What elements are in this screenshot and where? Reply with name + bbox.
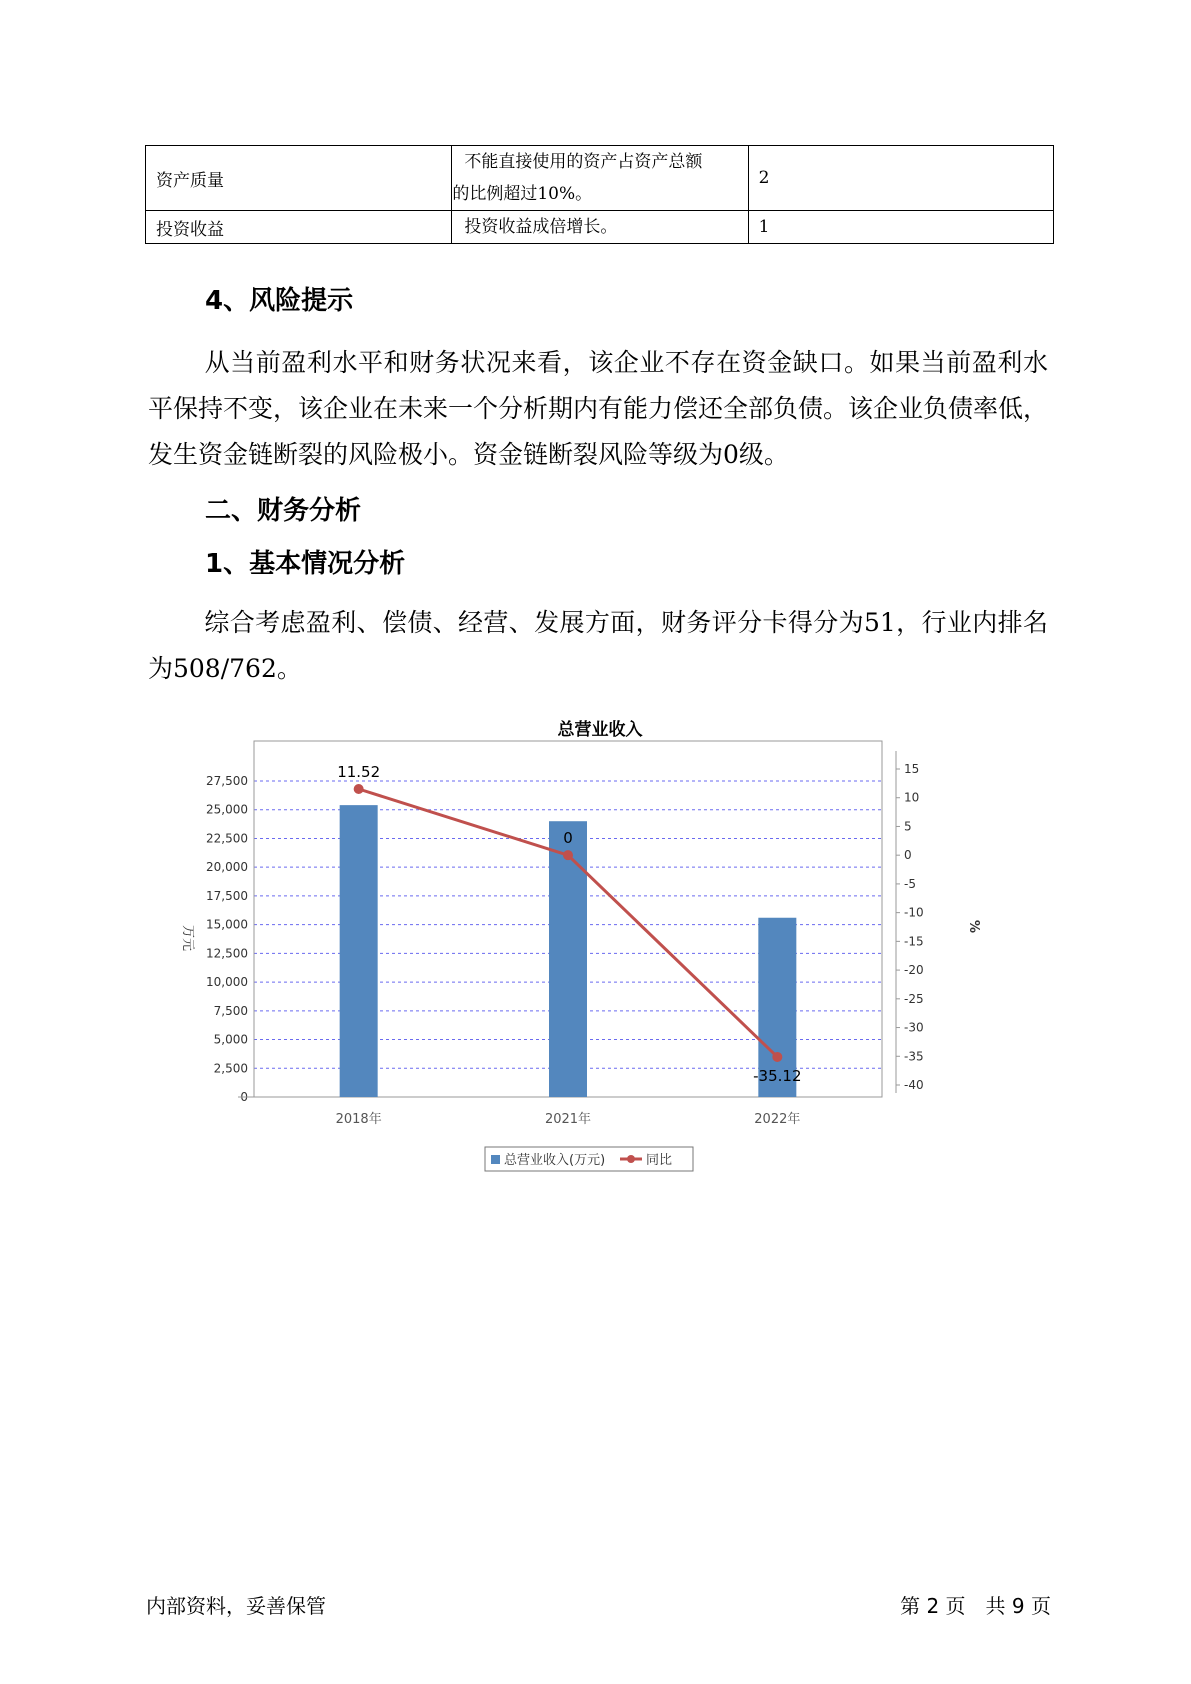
- bar-2018年: [340, 805, 378, 1097]
- y-tick-label: 15,000: [206, 917, 248, 932]
- risk-paragraph-text: 从当前盈利水平和财务状况来看，该企业不存在资金缺口。如果当前盈利水平保持不变，该企业在未来一个分析期内有能力偿还全部负债。该企业负债率低，发生资金链断裂的风险极小。资金链断裂风险等级为0级。: [148, 348, 1049, 469]
- legend-marker-yoy: [627, 1155, 635, 1163]
- revenue-chart-svg: [170, 705, 990, 1195]
- risk-heading: 4、风险提示: [205, 286, 354, 316]
- chart-title: 总营业收入: [557, 720, 643, 740]
- table-cell-item: 资产质量: [146, 146, 452, 211]
- y2-tick-label: -5: [904, 876, 916, 891]
- chart-bars: [340, 805, 797, 1097]
- desc-line-2: 的比例超过10%。: [452, 184, 593, 204]
- y-tick-label: 17,500: [206, 888, 248, 903]
- y2-tick-label: -30: [904, 1020, 924, 1035]
- chart-legend: [485, 1147, 693, 1171]
- basic-paragraph-text: 综合考虑盈利、偿债、经营、发展方面，财务评分卡得分为51，行业内排名为508/762。: [148, 608, 1048, 683]
- table-cell-desc: [452, 211, 748, 244]
- table-cell-item: 投资收益: [146, 211, 452, 244]
- risk-paragraph: [148, 340, 1048, 478]
- y-tick-label: 22,500: [206, 831, 248, 846]
- y2-tick-label: 0: [904, 848, 912, 863]
- y-tick-label: 5,000: [213, 1032, 248, 1047]
- y2-tick-label: -35: [904, 1049, 924, 1064]
- y2-tick-label: -40: [904, 1078, 924, 1092]
- y-tick-label: 20,000: [206, 860, 248, 875]
- x-tick-label: 2018年: [335, 1112, 382, 1127]
- finance-heading: 二、财务分析: [205, 496, 362, 526]
- y2-tick-label: -10: [904, 905, 924, 920]
- y-tick-label: 2,500: [213, 1061, 248, 1076]
- y-tick-label: 0: [240, 1090, 248, 1104]
- bar-2021年: [549, 821, 587, 1097]
- desc-line-1: 不能直接使用的资产占资产总额: [464, 152, 703, 172]
- y-tick-label: 12,500: [206, 946, 248, 961]
- table-cell-desc: [452, 146, 748, 211]
- y-tick-label: 25,000: [206, 802, 248, 817]
- yoy-point: [354, 784, 364, 794]
- yoy-point: [772, 1052, 782, 1062]
- y2-axis-title: %: [966, 920, 981, 934]
- y2-tick-label: -20: [904, 963, 924, 978]
- table-row: [146, 211, 1054, 244]
- x-tick-label: 2022年: [754, 1112, 801, 1127]
- yoy-point: [563, 850, 573, 860]
- y-axis-title: 万元: [180, 925, 195, 952]
- legend-swatch-revenue: [491, 1155, 500, 1164]
- yoy-data-label: -35.12: [753, 1066, 802, 1085]
- legend-label-revenue: 总营业收入(万元): [504, 1153, 606, 1168]
- table-cell-score: 2: [748, 146, 1053, 211]
- table-cell-score: 1: [748, 211, 1053, 244]
- y2-tick-label: 15: [904, 762, 920, 776]
- yoy-data-label: 11.52: [337, 762, 381, 781]
- revenue-chart: [170, 705, 990, 1195]
- y2-tick-label: 10: [904, 790, 920, 805]
- y2-tick-label: -25: [904, 991, 924, 1006]
- basic-paragraph: [148, 600, 1048, 692]
- yoy-data-label: 0: [563, 829, 573, 848]
- y-tick-label: 27,500: [206, 774, 248, 788]
- table-row: [146, 146, 1054, 211]
- legend-label-yoy: 同比: [646, 1153, 673, 1168]
- footer-left: 内部资料，妥善保管: [146, 1594, 326, 1618]
- indicator-table: [145, 145, 1054, 244]
- y2-tick-label: -15: [904, 934, 924, 949]
- basic-heading: 1、基本情况分析: [205, 549, 406, 579]
- footer-right: 第 2 页 共 9 页: [900, 1594, 1051, 1618]
- x-tick-label: 2021年: [544, 1112, 592, 1127]
- y-tick-label: 7,500: [213, 1003, 248, 1018]
- desc-line-1: 投资收益成倍增长。: [464, 217, 618, 237]
- y-tick-label: 10,000: [206, 975, 248, 990]
- y2-tick-label: 5: [904, 819, 912, 834]
